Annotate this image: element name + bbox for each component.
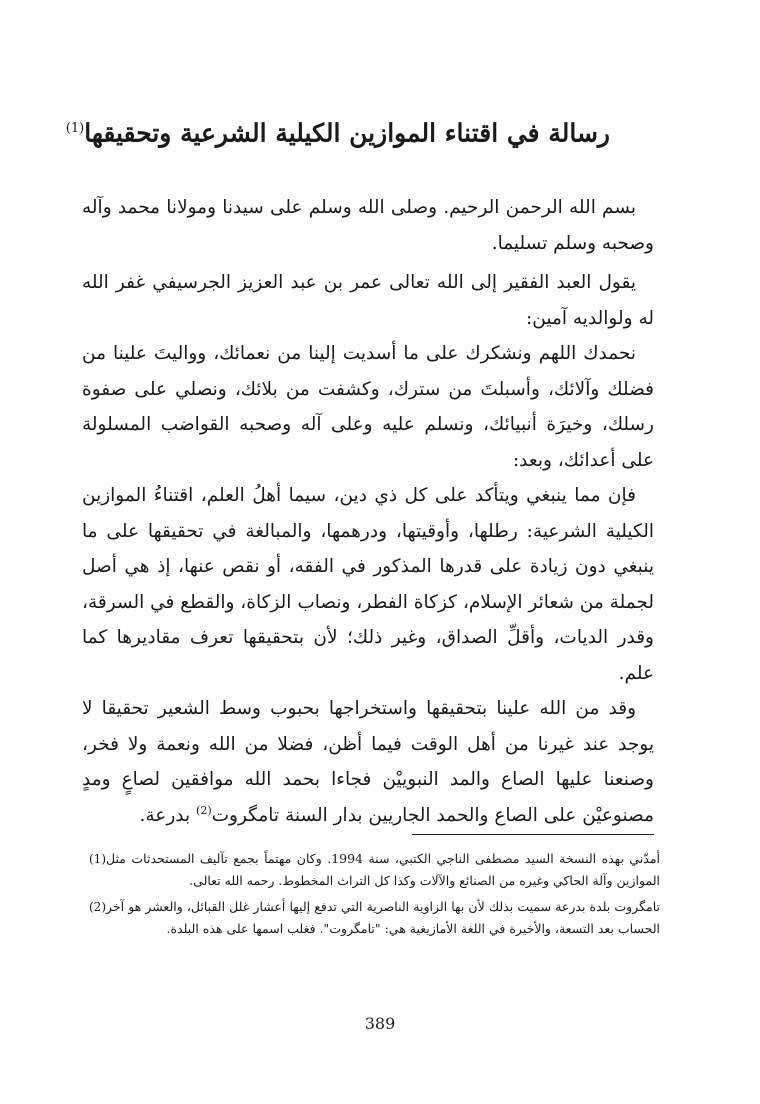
footnote-2-text: تامگروت بلدة بدرعة سميت بذلك لأن بها الزاوية الناصرية التي تدفع إليها أعشار غلل القبائل، والعشر هو آخر الحساب بعد التسعة، والأخيرة في اللغة الأمازيغية هي: "تامگروت". فغلب اسمها على هذه البلدة. xyxy=(106,899,660,936)
title-text: رسالة في اقتناء الموازين الكيلية الشرعية وتحقيقها xyxy=(84,118,610,148)
paragraph-basmala: بسم الله الرحمن الرحيم. وصلى الله وسلم على سيدنا ومولانا محمد وآله وصحبه وسلم تسليما. xyxy=(82,197,654,254)
paragraph-verification xyxy=(82,691,654,833)
page-title xyxy=(65,109,610,153)
paragraph-scales: فإن مما ينبغي ويتأكد على كل ذي دين، سيما أهلُ العلم، اقتناءُ الموازين الكيلية الشرعية: رطلها، وأوقيتها، ودرهمها، والمبالغة في تحقيقها على ما ينبغي دون زيادة على قدرها المذكور في الفقه، أو نقص عنها، إذ هي أصل لجملة من شعائر الإسلام، كزكاة الفطر، ونصاب الزكاة، والقطع في السرقة، وقدر الديات، وأقلِّ الصداق، وغير ذلك؛ لأن بتحقيقها تعرف مقاديرها كما علم. xyxy=(82,485,654,684)
paragraph-verification-text: وقد من الله علينا بتحقيقها واستخراجها بحبوب وسط الشعير تحقيقا لا يوجد عند غيرنا من أهل الوقت فيما أظن، فضلا من الله ونعمة ولا فخر، وصنعنا عليها الصاع والمد النبوييْن فجاءا بحمد الله موافقين لصاعٍ ومدٍ مصنوعيْن على الصاع والحمد الجاريين بدار السنة تامگروت xyxy=(82,698,654,826)
footnote-2 xyxy=(78,896,668,940)
paragraph-author: يقول العبد الفقير إلى الله تعالى عمر بن عبد العزيز الجرسيفي غفر الله له ولوالديه آمين: xyxy=(82,272,654,329)
footnote-2-number: (2) xyxy=(89,900,106,914)
paragraph-praise: نحمدك اللهم ونشكرك على ما أسديت إلينا من نعمائك، وواليتَ علينا من فضلك وآلائك، وأسبلتَ من سترك، وكشفت من بلائك، ونصلي على صفوة رسلك، وخيرَة أنبيائك، ونسلم عليه وعلى آله وصحبه القواضب المسلولة على أعدائك، وبعد: xyxy=(82,343,654,471)
page-number: 389 xyxy=(364,1014,396,1033)
footnote-ref-2[interactable]: (2) xyxy=(196,803,212,817)
title-footnote-ref[interactable]: (1) xyxy=(65,120,85,136)
footnote-1-number: (1) xyxy=(89,852,106,866)
footnote-divider xyxy=(412,834,654,835)
footnotes-section xyxy=(78,848,668,944)
footnote-1-text: أمدّني بهذه النسخة السيد مصطفى الناجي الكتبي، سنة 1994. وكان مهتماً بجمع تآليف المستحدثات مثل الموازين وآلة الحاكي وغيره من الصنائع والآلات وكذا كل التراث المخطوط. رحمه الله تعالى. xyxy=(106,851,660,888)
paragraph-verification-tail: بدرعة. xyxy=(139,804,197,826)
footnote-1 xyxy=(78,848,668,892)
main-text xyxy=(82,190,654,833)
